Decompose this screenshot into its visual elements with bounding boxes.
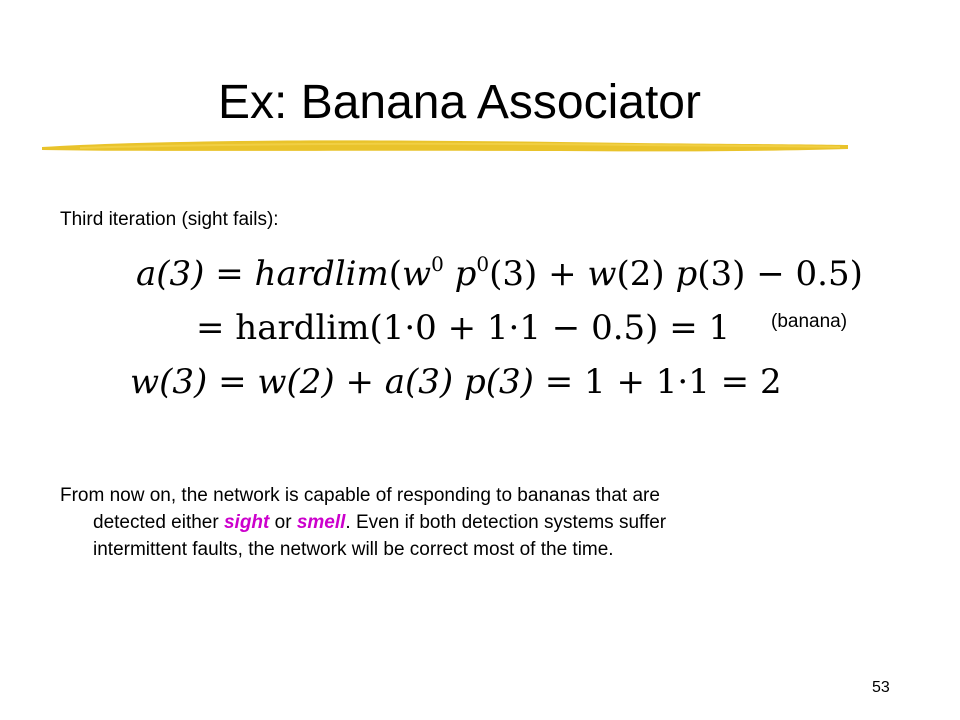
slide-title: Ex: Banana Associator xyxy=(218,76,701,129)
equation-line-2: = hardlim(1·0 + 1·1 − 0.5) = 1 xyxy=(196,308,731,348)
iteration-heading: Third iteration (sight fails): xyxy=(60,209,279,230)
keyword-smell: smell xyxy=(296,512,346,533)
equation-line-1: $a(3) = hardlim(w^0$ $p^0(3) + w(2) p(3) - 0.5$) xyxy=(136,252,863,294)
conclusion-paragraph xyxy=(60,482,840,563)
keyword-sight: sight xyxy=(223,512,270,533)
paragraph-line-1: From now on, the network is capable of responding to bananas that are xyxy=(60,485,660,506)
paragraph-line-3: intermittent faults, the network will be correct most of the time. xyxy=(93,539,614,560)
banana-note: (banana) xyxy=(771,311,848,332)
equation-line-3: w(3) = w(2) + a(3) p(3) = 1 + 1·1 = 2 xyxy=(130,362,782,402)
eq1-lhs: a(3) xyxy=(136,254,205,294)
paragraph-line-2: detected either sight or smell. Even if both detection systems suffer xyxy=(93,512,667,533)
eq1-fn: hardlim xyxy=(254,254,389,294)
title-underline xyxy=(40,136,850,158)
slide-number: 53 xyxy=(872,679,890,696)
